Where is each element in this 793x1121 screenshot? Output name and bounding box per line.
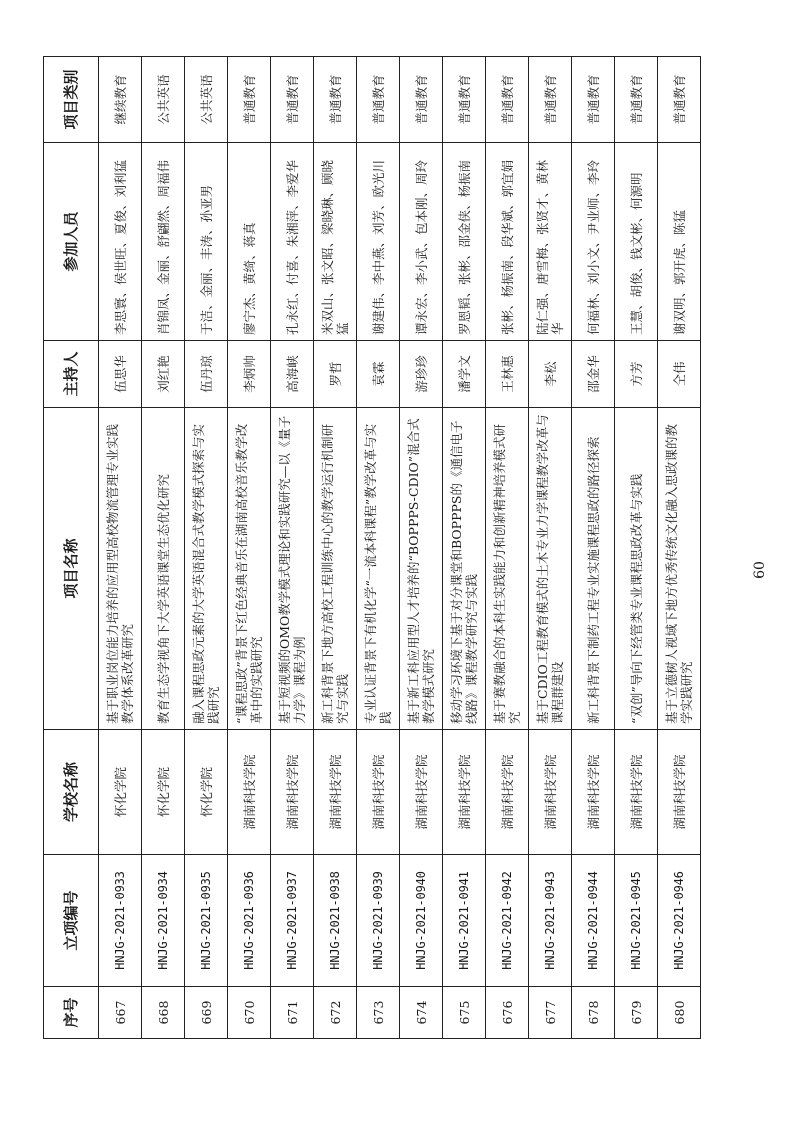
cell-category: 普通教育: [486, 57, 529, 143]
cell-category: 普通教育: [529, 57, 572, 143]
cell-members: 谭永宏、李小武、包本刚、周玲: [400, 143, 443, 341]
table-row: [572, 57, 615, 1039]
table-row: [443, 57, 486, 1039]
header-no: 序号: [44, 987, 99, 1039]
cell-code: HNJG-2021-0941: [443, 855, 486, 987]
header-members: 参加人员: [44, 143, 99, 341]
cell-code: HNJG-2021-0936: [228, 855, 271, 987]
cell-code: HNJG-2021-0943: [529, 855, 572, 987]
cell-school: 湖南科技学院: [400, 730, 443, 855]
project-table: [43, 56, 701, 1039]
cell-project: “双创”导向下经管类专业课程思政改革与实践: [615, 408, 658, 730]
cell-no: 674: [400, 987, 443, 1039]
table-row: [529, 57, 572, 1039]
cell-members: 王慧、胡俊、钱文彬、何源明: [615, 143, 658, 341]
cell-category: 普通教育: [615, 57, 658, 143]
cell-category: 普通教育: [228, 57, 271, 143]
cell-school: 湖南科技学院: [314, 730, 357, 855]
cell-members: 谢双明、郭开虎、陈猛: [658, 143, 701, 341]
table-row: [314, 57, 357, 1039]
table-row: [486, 57, 529, 1039]
cell-project: 基于职业岗位能力培养的应用型高校物流管理专业实践教学体系改革研究: [99, 408, 142, 730]
cell-code: HNJG-2021-0944: [572, 855, 615, 987]
cell-no: 675: [443, 987, 486, 1039]
cell-category: 继续教育: [99, 57, 142, 143]
header-category: 项目类别: [44, 57, 99, 143]
cell-leader: 潘学文: [443, 341, 486, 408]
cell-members: 陆仁强、唐雪梅、张贤才、黄林华: [529, 143, 572, 341]
cell-members: 谢建伟、李中燕、刘芳、欧光川: [357, 143, 400, 341]
cell-members: 罗恩韬、张彬、邵金侠、杨振南: [443, 143, 486, 341]
cell-project: 基于短视频的OMO教学模式理论和实践研究—以《量子力学》课程为例: [271, 408, 314, 730]
header-school: 学校名称: [44, 730, 99, 855]
cell-code: HNJG-2021-0937: [271, 855, 314, 987]
cell-project: 专业认证背景下有机化学“一流本科课程”教学改革与实践: [357, 408, 400, 730]
cell-school: 湖南科技学院: [443, 730, 486, 855]
cell-leader: 伍丹琼: [185, 341, 228, 408]
cell-leader: 王林惠: [486, 341, 529, 408]
cell-project: 移动学习环境下基于对分课堂和BOPPPS的《通信电子线路》课程教学研究与实践: [443, 408, 486, 730]
cell-leader: 高海峡: [271, 341, 314, 408]
cell-category: 普通教育: [400, 57, 443, 143]
cell-project: 融入课程思政元素的大学英语混合式教学模式探索与实践研究: [185, 408, 228, 730]
cell-category: 普通教育: [658, 57, 701, 143]
table-row: [271, 57, 314, 1039]
table-row: [658, 57, 701, 1039]
cell-project: “课程思政”背景下红色经典音乐在湖南高校音乐教学改革中的实践研究: [228, 408, 271, 730]
cell-school: 湖南科技学院: [572, 730, 615, 855]
header-code: 立项编号: [44, 855, 99, 987]
cell-code: HNJG-2021-0946: [658, 855, 701, 987]
cell-code: HNJG-2021-0939: [357, 855, 400, 987]
cell-code: HNJG-2021-0935: [185, 855, 228, 987]
cell-leader: 袁霖: [357, 341, 400, 408]
cell-school: 怀化学院: [142, 730, 185, 855]
cell-code: HNJG-2021-0945: [615, 855, 658, 987]
header-leader: 主持人: [44, 341, 99, 408]
cell-no: 678: [572, 987, 615, 1039]
table-row: [228, 57, 271, 1039]
table-row: [400, 57, 443, 1039]
cell-no: 679: [615, 987, 658, 1039]
cell-category: 公共英语: [142, 57, 185, 143]
cell-members: 于洁、金丽、丰涛、孙亚男: [185, 143, 228, 341]
cell-leader: 游珍珍: [400, 341, 443, 408]
table-row: [185, 57, 228, 1039]
cell-members: 肖锦凤、金丽、舒翩然、周福伟: [142, 143, 185, 341]
cell-members: 李思寰、侯世旺、夏俊、刘利猛: [99, 143, 142, 341]
table-row: [99, 57, 142, 1039]
cell-members: 何福林、刘小文、尹业师、李玲: [572, 143, 615, 341]
cell-members: 张彬、杨振南、段华斌、郭宜娟: [486, 143, 529, 341]
cell-no: 671: [271, 987, 314, 1039]
cell-no: 673: [357, 987, 400, 1039]
cell-school: 湖南科技学院: [228, 730, 271, 855]
cell-project: 教育生态学视角下大学英语课堂生态优化研究: [142, 408, 185, 730]
table-header-row: [44, 57, 99, 1039]
cell-project: 基于新工科应用型人才培养的“BOPPPS-CDIO”混合式教学模式研究: [400, 408, 443, 730]
cell-category: 普通教育: [357, 57, 400, 143]
cell-code: HNJG-2021-0933: [99, 855, 142, 987]
page-number: 60: [752, 561, 768, 579]
cell-leader: 罗哲: [314, 341, 357, 408]
cell-leader: 刘红艳: [142, 341, 185, 408]
cell-members: 孔永红、付喜、朱湘萍、李爱华: [271, 143, 314, 341]
cell-no: 669: [185, 987, 228, 1039]
cell-leader: 邵金华: [572, 341, 615, 408]
table-row: [357, 57, 400, 1039]
header-project: 项目名称: [44, 408, 99, 730]
cell-category: 普通教育: [572, 57, 615, 143]
cell-school: 湖南科技学院: [658, 730, 701, 855]
cell-category: 普通教育: [443, 57, 486, 143]
cell-leader: 方芳: [615, 341, 658, 408]
cell-project: 新工科背景下制药工程专业实施课程思政的路径探索: [572, 408, 615, 730]
cell-project: 基于CDIO工程教育模式的土木专业力学课程教学改革与课程群建设: [529, 408, 572, 730]
cell-no: 680: [658, 987, 701, 1039]
cell-members: 廖宁杰、黄绮、蒋真: [228, 143, 271, 341]
cell-school: 湖南科技学院: [271, 730, 314, 855]
cell-code: HNJG-2021-0940: [400, 855, 443, 987]
cell-no: 677: [529, 987, 572, 1039]
cell-project: 新工科背景下地方高校工程训练中心的教学运行机制研究与实践: [314, 408, 357, 730]
cell-code: HNJG-2021-0934: [142, 855, 185, 987]
cell-category: 普通教育: [271, 57, 314, 143]
cell-code: HNJG-2021-0942: [486, 855, 529, 987]
cell-members: 米双山、张文昭、梁晓琳、顾晓猛: [314, 143, 357, 341]
cell-leader: 李松: [529, 341, 572, 408]
cell-school: 湖南科技学院: [357, 730, 400, 855]
cell-school: 怀化学院: [99, 730, 142, 855]
cell-no: 667: [99, 987, 142, 1039]
cell-project: 基于赛教融合的本科生实践能力和创新精神培养模式研究: [486, 408, 529, 730]
table-row: [142, 57, 185, 1039]
cell-school: 湖南科技学院: [529, 730, 572, 855]
cell-school: 湖南科技学院: [486, 730, 529, 855]
cell-leader: 李炳帅: [228, 341, 271, 408]
cell-no: 668: [142, 987, 185, 1039]
cell-school: 湖南科技学院: [615, 730, 658, 855]
cell-code: HNJG-2021-0938: [314, 855, 357, 987]
cell-no: 672: [314, 987, 357, 1039]
table-row: [615, 57, 658, 1039]
cell-category: 公共英语: [185, 57, 228, 143]
cell-leader: 仝伟: [658, 341, 701, 408]
cell-school: 怀化学院: [185, 730, 228, 855]
cell-project: 基于立德树人视域下地方优秀传统文化融入思政课的教学实践研究: [658, 408, 701, 730]
cell-category: 普通教育: [314, 57, 357, 143]
cell-leader: 伍思华: [99, 341, 142, 408]
cell-no: 670: [228, 987, 271, 1039]
cell-no: 676: [486, 987, 529, 1039]
